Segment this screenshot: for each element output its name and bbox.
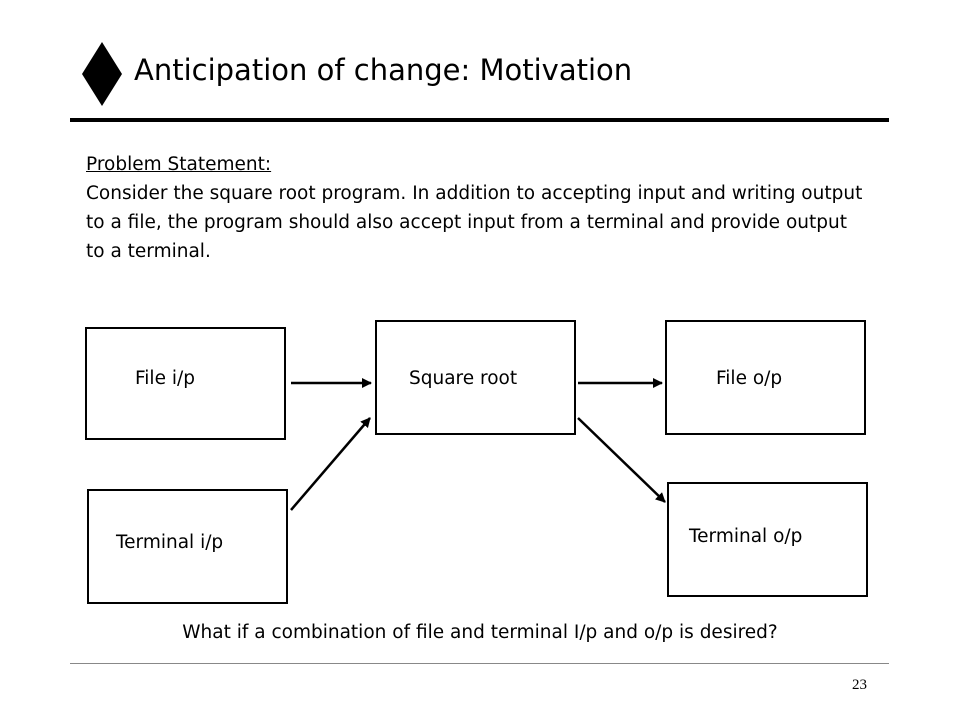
file-input-label: File i/p	[135, 368, 195, 389]
file-output-label: File o/p	[716, 368, 783, 389]
page-number: 23	[852, 677, 867, 693]
closing-question: What if a combination of file and terminal I/p and o/p is desired?	[182, 622, 778, 643]
square-root-label: Square root	[409, 368, 518, 389]
arrow-square-root-to-terminal-output	[578, 418, 665, 502]
terminal-output-label: Terminal o/p	[689, 526, 803, 547]
slide-title: Anticipation of change: Motivation	[134, 53, 633, 87]
footer-divider	[70, 663, 889, 664]
terminal-input-label: Terminal i/p	[116, 532, 224, 553]
problem-body: Consider the square root program. In addition to accepting input and writing output to a file, the program should also accept input from a terminal and provide output to a terminal.	[86, 183, 863, 262]
arrow-terminal-input-to-square-root	[291, 418, 370, 510]
problem-heading: Problem Statement:	[86, 154, 272, 175]
